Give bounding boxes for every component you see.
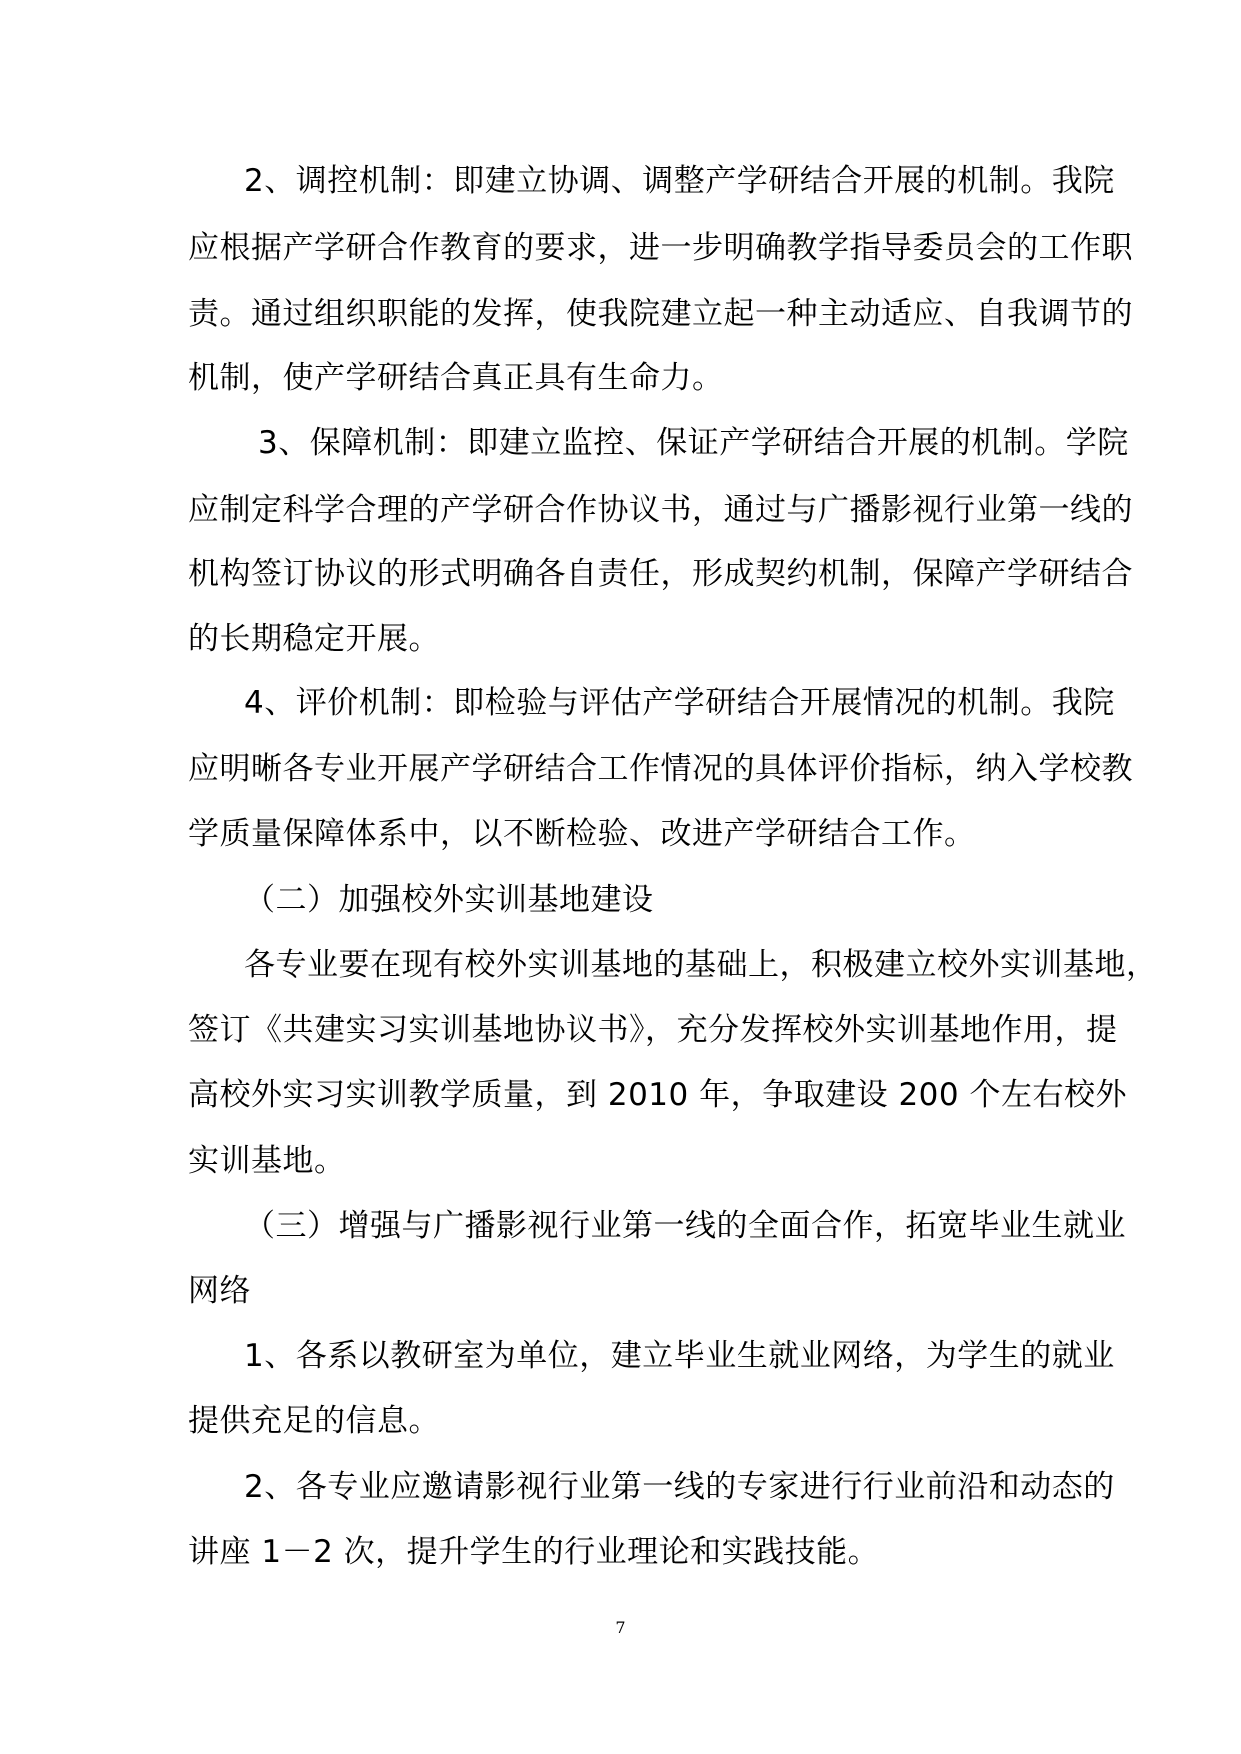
text-line: 2、调控机制：即建立协调、调整产学研结合开展的机制。我院 [244,163,1115,199]
text-line: 4、评价机制：即检验与评估产学研结合开展情况的机制。我院 [244,685,1115,721]
text-line: 各专业要在现有校外实训基地的基础上，积极建立校外实训基地， [244,947,1158,983]
text-line: 机制，使产学研结合真正具有生命力。 [188,360,724,396]
text-line: 应明晰各专业开展产学研结合工作情况的具体评价指标，纳入学校教 [188,751,1133,787]
text-line: 签订《共建实习实训基地协议书》，充分发挥校外实训基地作用，提 [188,1012,1118,1048]
section-heading: （二）加强校外实训基地建设 [244,882,654,918]
page-number: 7 [615,1618,626,1637]
text-line: 机构签订协议的形式明确各自责任，形成契约机制，保障产学研结合 [188,556,1133,592]
text-line: 应制定科学合理的产学研合作协议书，通过与广播影视行业第一线的 [188,492,1133,528]
text-line: 1、各系以教研室为单位，建立毕业生就业网络，为学生的就业 [244,1338,1115,1374]
text-line: 实训基地。 [188,1143,346,1179]
text-line: 2、各专业应邀请影视行业第一线的专家进行行业前沿和动态的 [244,1469,1115,1505]
text-line: 3、保障机制：即建立监控、保证产学研结合开展的机制。学院 [258,425,1129,461]
text-line: 责。通过组织职能的发挥，使我院建立起一种主动适应、自我调节的 [188,296,1133,332]
text-line: 高校外实习实训教学质量，到 2010 年，争取建设 200 个左右校外 [188,1077,1127,1113]
section-heading-continued: 网络 [188,1273,251,1309]
text-line: 讲座 1－2 次，提升学生的行业理论和实践技能。 [188,1534,880,1570]
text-line: 提供充足的信息。 [188,1403,440,1439]
section-heading: （三）增强与广播影视行业第一线的全面合作，拓宽毕业生就业 [244,1208,1126,1244]
text-line: 的长期稳定开展。 [188,621,440,657]
text-line: 学质量保障体系中，以不断检验、改进产学研结合工作。 [188,816,976,852]
text-line: 应根据产学研合作教育的要求，进一步明确教学指导委员会的工作职 [188,230,1133,266]
